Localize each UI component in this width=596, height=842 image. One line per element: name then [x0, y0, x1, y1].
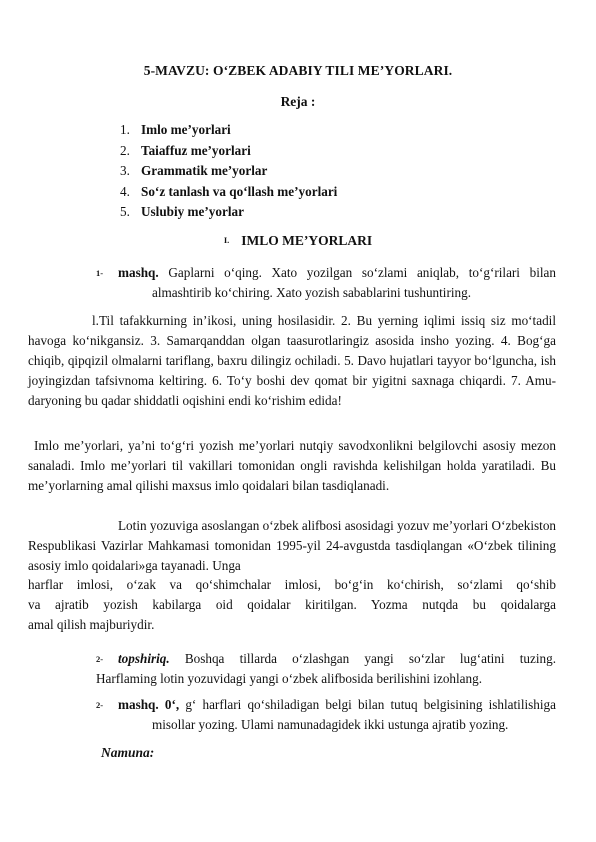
section-heading	[0, 233, 596, 249]
exercise-3	[96, 695, 556, 735]
plan-item-label: Grammatik me’yorlar	[141, 163, 268, 178]
task-lead: topshiriq.	[118, 651, 170, 666]
plan-item-label: So‘z tanlash va qo‘llash me’yorlari	[141, 183, 338, 199]
plan-item: 5. Uslubiy me’yorlar	[120, 204, 244, 219]
paragraph-exercise-sentences: l.Til tafakkurning in’ikosi, uning hosilasidir. 2. Bu yerning iqlimi issiq siz mo‘tadil havoga ko‘nikgansiz. 3. Samarqanddan olgan taasurotlaringiz asosida insho yozing. 4. Bog‘ga chiqib, qipqizil olmalarni tariflang, baxru dilingiz ochiladi. 5. Davo hujatlari tayyor bo‘lguncha, ish joyingizdan tafsivnoma keltiring. 6. To‘y boshi dev qomat bir yigitni saxnaga chiqardi. 7. Amu- daryoning bu qadar shiddatli oqishini endi ko‘rishim edida!	[28, 313, 556, 408]
exercise-1	[96, 263, 556, 303]
exercise-marker: 1-	[96, 268, 104, 278]
task-text: Boshqa tillarda o‘zlashgan yangi so‘zlar lug‘atini tuzing.	[169, 651, 556, 666]
section-number: I.	[223, 235, 230, 245]
plan-item: 2. Taiaffuz me’yorlari	[120, 142, 251, 158]
paragraph-line: va ajratib yozish kabilarga oid qoidalar kiritilgan. Yozma nutqda bu qoidalarga	[28, 597, 556, 612]
exercise-text: Gaplarni o‘qing. Xato yozilgan so‘zlami aniqlab, to‘g‘rilari bilan	[158, 265, 556, 280]
paragraph-rules-list	[28, 575, 556, 635]
exercise-lead: mashq.	[118, 265, 159, 280]
section-title: IMLO ME’YORLARI	[241, 233, 373, 248]
exercise-1-line-2: almashtirib ko‘chiring. Xato yozish sabablarini tushuntiring.	[152, 285, 472, 300]
exercise-text: g‘ harflari qo‘shiladigan belgi bilan tutuq belgisining ishlatilishiga	[179, 697, 556, 712]
paragraph-spelling-norms: Imlo me’yorlari, ya’ni to‘g‘ri yozish me’yorlari nutqiy savodxonlikni belgilovchi asosiy mezon sanaladi. Imlo me’yorlari til vakillari tomonidan ongli ravishda kelishilgan holda yaratiladi. Bu me’yorlarning amal qilishi maxsus imlo qoidalari bilan tasdiqlanadi.	[28, 438, 556, 493]
plan-title: Reja :	[280, 94, 316, 109]
exercise-3-line-1	[96, 695, 556, 715]
task-2	[96, 649, 556, 689]
task-marker: 2-	[96, 654, 104, 664]
plan-item-label: Uslubiy me’yorlar	[141, 204, 244, 219]
plan-item: 4. So‘z tanlash va qo‘llash me’yorlari	[120, 183, 338, 199]
exercise-lead: mashq. 0‘,	[118, 697, 180, 712]
exercise-marker: 2-	[96, 700, 104, 710]
document-title: 5-MAVZU: O‘ZBEK ADABIY TILI ME’YORLARI.	[143, 63, 453, 78]
plan-item: 1. Imlo me’yorlari	[120, 122, 231, 137]
sample-label: Namuna:	[101, 745, 155, 760]
exercise-3-line-2: misollar yozing. Ulami namunadagidek ikki ustunga ajratib yozing.	[152, 717, 509, 732]
paragraph-line: harflar imlosi, o‘zak va qo‘shimchalar imlosi, bo‘g‘in ko‘chirish, so‘zlami qo‘shib	[28, 577, 556, 592]
task-2-line-2: Harflaming lotin yozuvidagi yangi o‘zbek alifbosida berilishini izohlang.	[96, 671, 483, 686]
paragraph-latin-alphabet: Lotin yozuviga asoslangan o‘zbek alifbosi asosidagi yozuv me’yorlari O‘zbekiston Respublikasi Vazirlar Mahkamasi tomonidan 1995-yil 24-avgustda tasdiqlangan «O‘zbek tilining asosiy imlo qoidalari»ga tayanadi. Unga	[28, 518, 557, 573]
paragraph-line: amal qilish majburiydir.	[28, 617, 155, 632]
plan-list	[120, 120, 337, 223]
plan-item-label: Taiaffuz me’yorlari	[141, 142, 251, 158]
plan-item-label: Imlo me’yorlari	[141, 122, 231, 137]
task-2-line-1	[96, 649, 556, 669]
exercise-1-line-1	[96, 263, 556, 283]
plan-item: 3. Grammatik me’yorlar	[120, 163, 268, 178]
